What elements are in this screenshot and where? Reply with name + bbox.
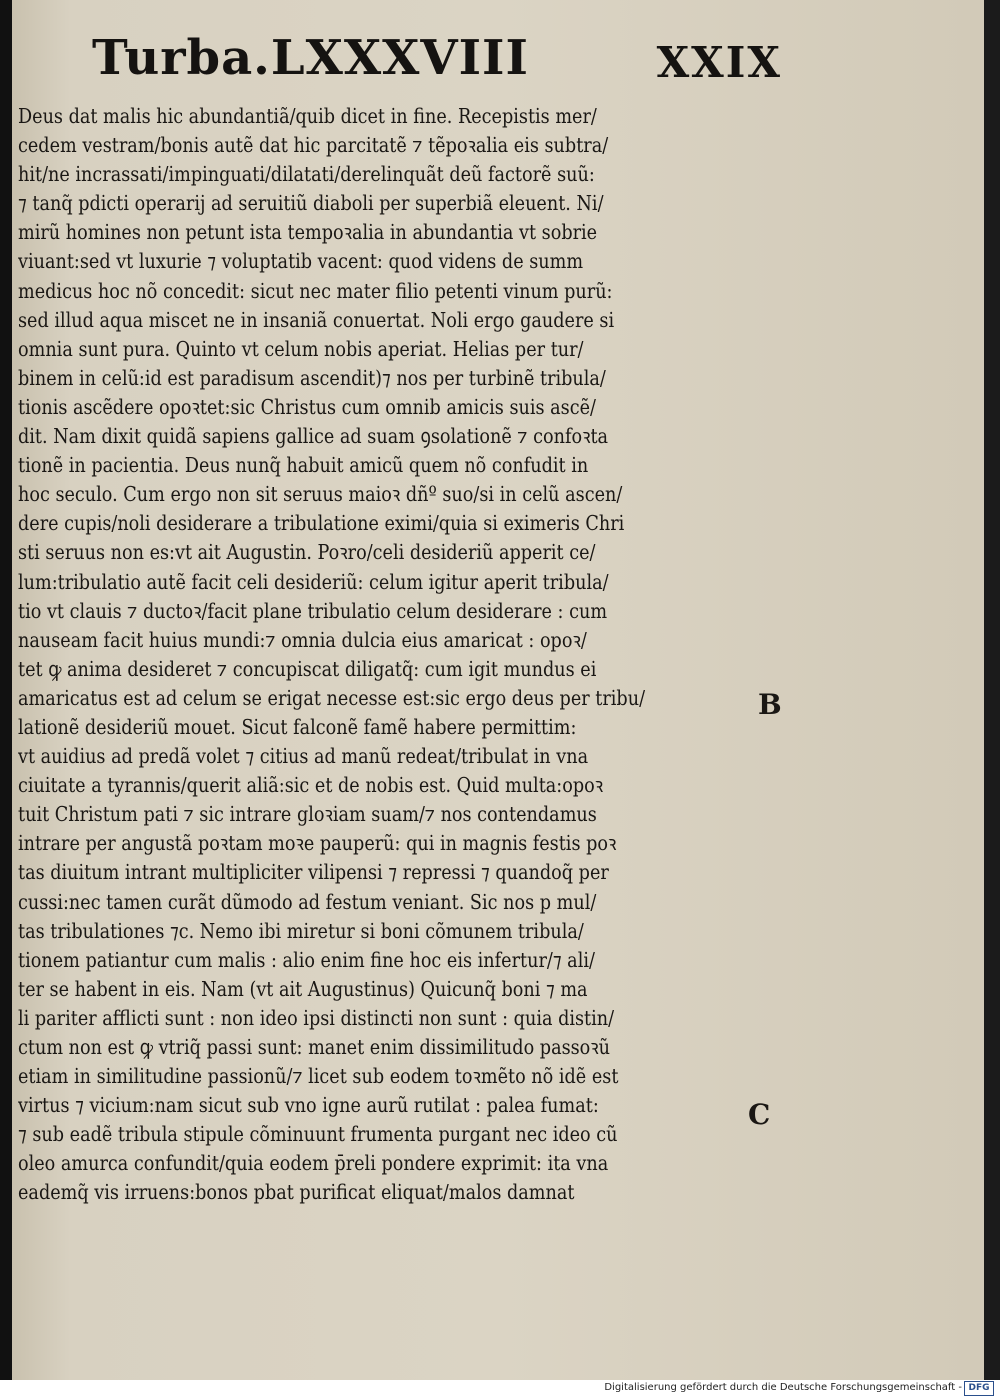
digitization-credit: Digitalisierung gefördert durch die Deutsche Forschungsgemeinschaft - (604, 1382, 962, 1393)
text-line: ciuitate a tyrannis/querit aliã:sic et de nobis est. Quid multa:opoꝛ (18, 773, 604, 798)
text-line: medicus hoc nõ concedit: sicut nec mater filio petenti vinum purũ: (18, 278, 613, 303)
text-line: li pariter afflicti sunt : non ideo ipsi distincti non sunt : quia distin/ (18, 1005, 615, 1030)
running-head (92, 30, 782, 100)
text-line: tio vt clauis ⁊ ductoꝛ/facit plane tribulatio celum desiderare : cum (18, 598, 608, 623)
text-line: cedem vestram/bonis autẽ dat hic parcitatẽ ⁊ tẽpoꝛalia eis subtra/ (18, 133, 609, 158)
text-line: etiam in similitudine passionũ/⁊ licet sub eodem toꝛmẽto nõ idẽ est (18, 1064, 619, 1089)
text-line: tionẽ in pacientia. Deus nunq̃ habuit amicũ quem nõ confudit in (18, 453, 589, 478)
folio-number: XXIX (656, 38, 782, 87)
text-line: lum:tribulatio autẽ facit celi desideriũ: celum igitur aperit tribula/ (18, 569, 609, 594)
text-line: lationẽ desideriũ mouet. Sicut falconẽ famẽ habere permittim: (18, 714, 577, 739)
text-line: intrare per angustã poꝛtam moꝛe pauperũ: qui in magnis festis poꝛ (18, 831, 617, 856)
text-line: sti seruus non es:vt ait Augustin. Poꝛro/celi desideriũ apperit ce/ (18, 540, 596, 565)
margin-letter-c: C (748, 1098, 771, 1131)
text-line: hoc seculo. Cum ergo non sit seruus maioꝛ dñº suo/si in celũ ascen/ (18, 482, 623, 507)
text-line: ⁊ tanq̃ pdicti operarij ad seruitiũ diaboli per superbiã eleuent. Ni/ (18, 191, 604, 216)
text-line: cussi:nec tamen curãt dũmodo ad festum veniant. Sic nos p mul/ (18, 889, 597, 914)
text-line: binem in celũ:id est paradisum ascendit)⁊ nos per turbinẽ tribula/ (18, 365, 606, 390)
text-line: virtus ⁊ vicium:nam sicut sub vno igne aurũ rutilat : palea fumat: (18, 1093, 599, 1118)
scan-left-border (0, 0, 12, 1380)
text-column (18, 102, 763, 1208)
scan-right-border (984, 0, 1000, 1380)
text-line: ⁊ sub eadẽ tribula stipule cõminuunt frumenta purgant nec ideo cũ (18, 1122, 618, 1147)
text-line: eademq̃ vis irruens:bonos pbat purificat eliquat/malos damnat (18, 1180, 575, 1205)
text-line: ter se habent in eis. Nam (vt ait Augustinus) Quicunq̃ boni ⁊ ma (18, 976, 588, 1001)
text-line: amaricatus est ad celum se erigat necesse est:sic ergo deus per tribu/ (18, 685, 646, 710)
text-line: sed illud aqua miscet ne in insaniã conuertat. Noli ergo gaudere si (18, 307, 615, 332)
text-line: tas diuitum intrant multipliciter vilipensi ⁊ repressi ⁊ quandoq̃ per (18, 860, 609, 885)
text-line: tionis ascẽdere opoꝛtet:sic Christus cum omnib amicis suis ascẽ/ (18, 394, 596, 419)
text-line: ctum non est ꝙ vtriq̃ passi sunt: manet enim dissimilitudo passoꝛũ (18, 1035, 611, 1059)
text-line: oleo amurca confundit/quia eodem p̄reli pondere exprimit: ita vna (18, 1151, 609, 1176)
text-line: dit. Nam dixit quidã sapiens gallice ad suam ꝯsolationẽ ⁊ confoꝛta (18, 424, 609, 449)
text-line: vt auidius ad predã volet ⁊ citius ad manũ redeat/tribulat in vna (18, 744, 589, 769)
text-line: tet ꝙ anima desideret ⁊ concupiscat diligatq̃: cum igit mundus ei (18, 656, 597, 681)
text-line: tas tribulationes ⁊c. Nemo ibi miretur si boni cõmunem tribula/ (18, 918, 584, 943)
page-title: Turba.LXXXVIII (92, 30, 529, 86)
text-line: dere cupis/noli desiderare a tribulatione eximi/quia si eximeris Chri (18, 511, 625, 536)
text-line: nauseam facit huius mundi:⁊ omnia dulcia eius amaricat : opoꝛ/ (18, 627, 587, 652)
margin-letter-b: B (758, 688, 782, 721)
text-line: viuant:sed vt luxurie ⁊ voluptatib vacent: quod videns de summ (18, 249, 584, 274)
text-line: hit/ne incrassati/impinguati/dilatati/derelinquãt deũ factorẽ suũ: (18, 162, 595, 187)
text-line: omnia sunt pura. Quinto vt celum nobis aperiat. Helias per tur/ (18, 336, 584, 361)
text-line: tionem patiantur cum malis : alio enim fine hoc eis infertur/⁊ ali/ (18, 947, 595, 972)
dfg-logo: DFG (964, 1381, 994, 1396)
text-line: tuit Christum pati ⁊ sic intrare gloꝛiam suam/⁊ nos contendamus (18, 802, 597, 827)
text-line: mirũ homines non petunt ista tempoꝛalia in abundantia vt sobrie (18, 220, 598, 245)
text-line: Deus dat malis hic abundantiã/quib dicet in fine. Recepistis mer/ (18, 104, 597, 128)
